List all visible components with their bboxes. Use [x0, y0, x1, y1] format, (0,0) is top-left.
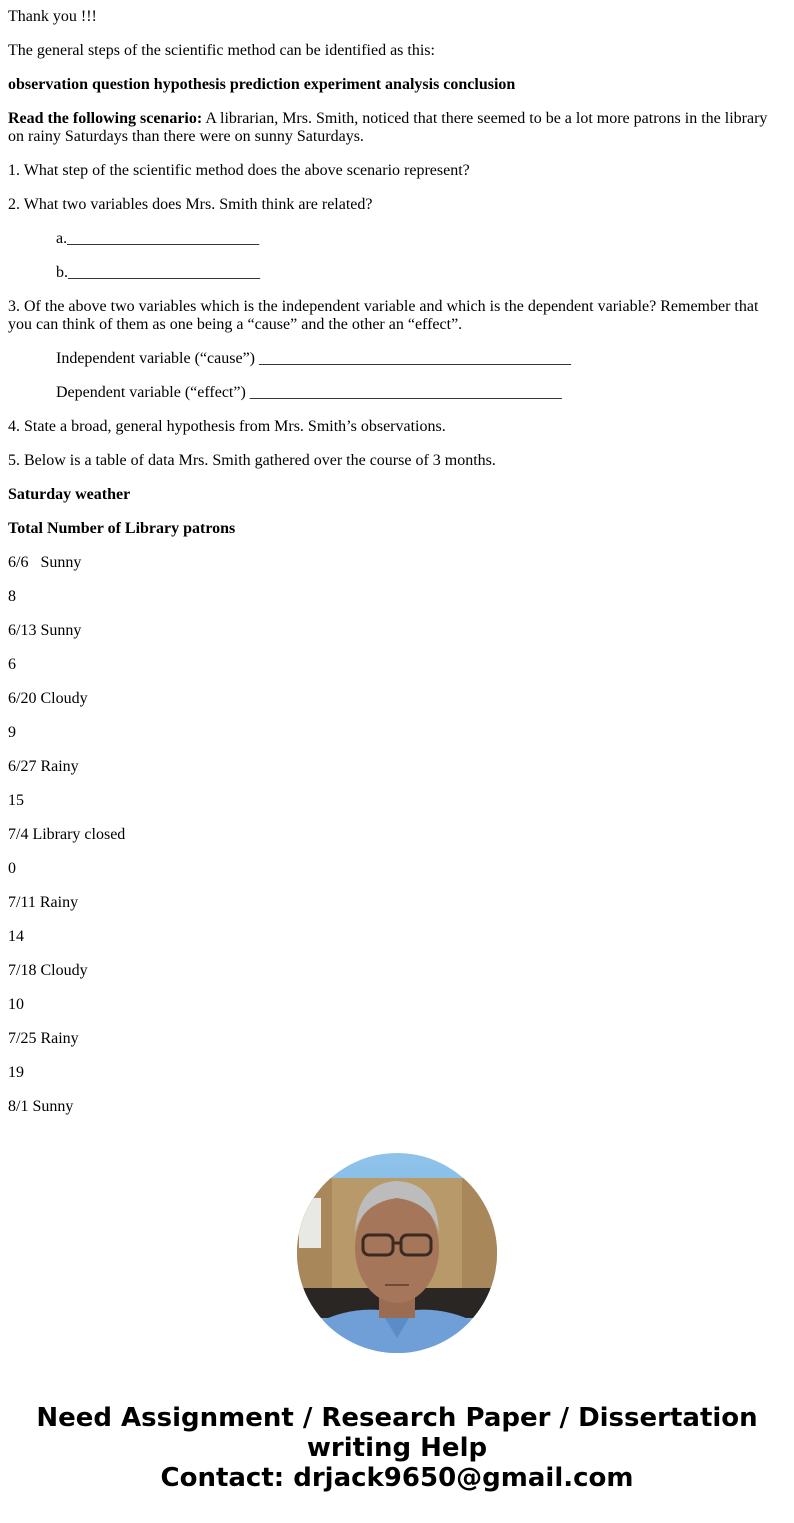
table-cell-weather: 6/27 Rainy	[8, 758, 79, 775]
method-steps-text: observation question hypothesis prediction experiment analysis conclusion	[8, 76, 516, 93]
table-cell-weather: 7/4 Library closed	[8, 826, 126, 843]
table-header-weather	[8, 486, 778, 504]
dependent-variable-blank: Dependent variable (“effect”) _______________________________________	[56, 384, 562, 401]
question-2a-blank: a.________________________	[56, 230, 260, 247]
table-cell-weather: 8/1 Sunny	[8, 1098, 74, 1115]
table-cell-weather: 6/20 Cloudy	[8, 690, 88, 707]
scenario-label: Read the following scenario:	[8, 110, 203, 127]
method-steps	[8, 76, 778, 94]
scenario	[8, 110, 778, 146]
table-cell-patrons: 10	[8, 996, 24, 1013]
question-2b-blank: b.________________________	[56, 264, 260, 281]
promo-line-2: writing Help	[306, 1433, 488, 1463]
intro-text: The general steps of the scientific method can be identified as this:	[8, 42, 435, 59]
author-avatar	[297, 1153, 497, 1353]
table-header-patrons-text: Total Number of Library patrons	[8, 520, 236, 537]
question-2: 2. What two variables does Mrs. Smith think are related?	[8, 196, 373, 213]
table-cell-patrons: 19	[8, 1064, 24, 1081]
question-1: 1. What step of the scientific method does the above scenario represent?	[8, 162, 470, 179]
promo-footer	[0, 1403, 794, 1493]
table-cell-weather: 7/18 Cloudy	[8, 962, 88, 979]
thanks-text: Thank you !!!	[8, 8, 97, 25]
document-body	[8, 8, 778, 1132]
table-cell-weather: 6/13 Sunny	[8, 622, 82, 639]
question-5: 5. Below is a table of data Mrs. Smith gathered over the course of 3 months.	[8, 452, 496, 469]
table-header-patrons	[8, 520, 778, 538]
table-header-weather-text: Saturday weather	[8, 486, 131, 503]
table-cell-patrons: 6	[8, 656, 16, 673]
contact-email: Contact: drjack9650@gmail.com	[160, 1463, 634, 1493]
portrait-photo-icon	[297, 1153, 497, 1353]
table-cell-weather: 6/6 Sunny	[8, 554, 82, 571]
scenario-text: A librarian, Mrs. Smith, noticed that there seemed to be a lot more patrons in the library on rainy Saturdays than there were on sunny Saturdays.	[8, 110, 768, 145]
table-cell-weather: 7/25 Rainy	[8, 1030, 79, 1047]
independent-variable-blank: Independent variable (“cause”) _______________________________________	[56, 350, 571, 367]
table-cell-patrons: 14	[8, 928, 24, 945]
table-cell-weather: 7/11 Rainy	[8, 894, 79, 911]
promo-line-1: Need Assignment / Research Paper / Dissertation	[36, 1403, 758, 1433]
table-cell-patrons: 0	[8, 860, 16, 877]
table-cell-patrons: 15	[8, 792, 24, 809]
question-3: 3. Of the above two variables which is the independent variable and which is the dependent variable? Remember that you can think of them as one being a “cause” and the other an “effect”.	[8, 298, 759, 333]
question-4: 4. State a broad, general hypothesis from Mrs. Smith’s observations.	[8, 418, 446, 435]
table-cell-patrons: 8	[8, 588, 16, 605]
table-cell-patrons: 9	[8, 724, 16, 741]
